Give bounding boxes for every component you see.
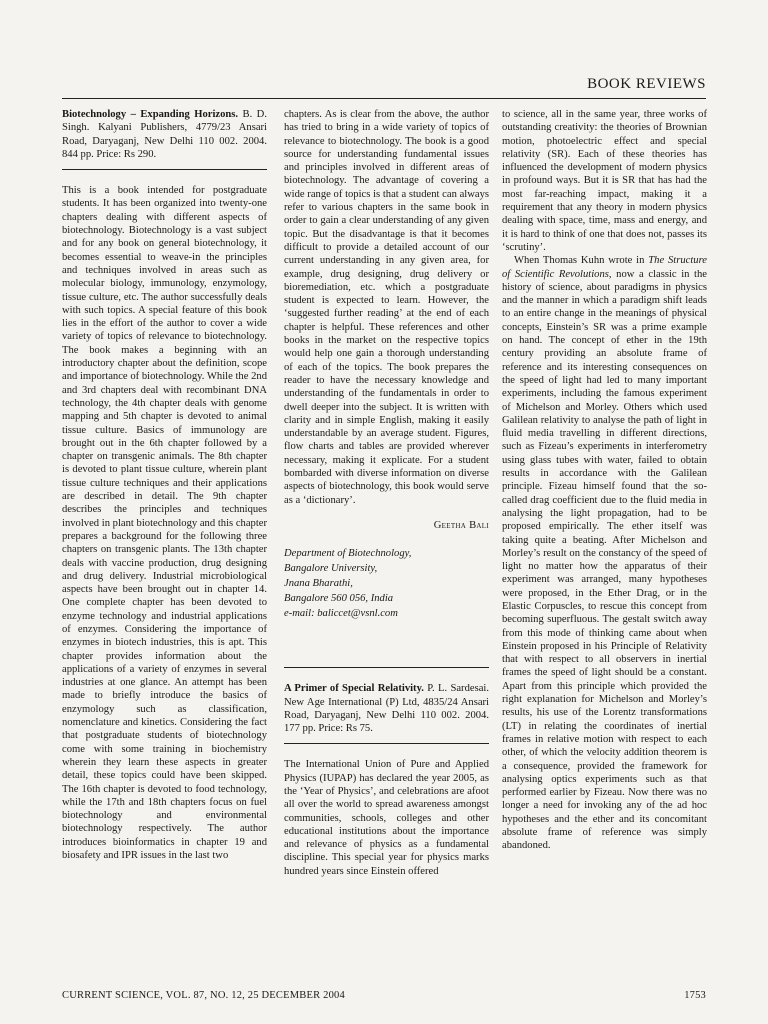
review-2-biblio: P. L. Sardesai. New Age International (P) Ltd, 4835/24 Ansari Road, Daryaganj, New Delhi 110 002. 2004. 177 pp. Price: Rs 75. <box>284 683 489 735</box>
review-1-heading <box>62 108 267 161</box>
column-1 <box>62 108 267 862</box>
header-rule <box>62 98 706 99</box>
column-3 <box>502 108 707 853</box>
p2-rest: , now a classic in the history of science, about paradigms in physics and the manner in which a paradigm shift leads to an entire change in the meanings of physical concepts, Einstein’s SR was a prime example on hand. The concept of ether in the 19th century providing an absolute frame of reference and its interesting consequences on the speed of light had led to many important experiments, including the famous experiment of Michelson and Morley. Others which used Galilean relativity to analyse the path of light in fluid media travelling in different directions, such as Fizeau’s experiments in interferometry using glass tubes with water, failed to obtain results in accordance with the Galilean principle. Fizeau himself found that the so-called drag coefficient due to the fluid media in analysing the light propagation, had to be proposed empirically. The ether itself was taking quite a beating. After Michelson and Morley’s result on the constancy of the speed of light no matter how the apparatus of their experiment was arranged, many hypotheses were proposed, in the Ether Drag, or in the Elastic Corpuscles, to rescue this concept from becoming superfluous. The gestalt switch away from this mode of thinking came about when Einstein proposed in his Principle of Relativity that with respect to all observers in inertial frames the speed of light should be a constant. Apart from this principle which provided the right explanation for Michelson and Morley’s results, his use of the Lorentz transformations (LT) in relating the coordinates of inertial frames in relative motion with respect to each other, of which the velocity addition theorem is a consequence, provided the framework for analysing optics experiments such as that performed earlier by Fizeau. Now there was no longer a need for invoking any of the ad hoc hypotheses and the ether and its concomitant absolute frame of reference was simply abandoned. <box>502 268 707 852</box>
review-1-body-col2: chapters. As is clear from the above, the author has tried to bring in a wide variety of topics of relevance to biotechnology. The book is a good source for understanding fundamental issues and principles involved in different areas of biotechnology. The advantage of covering a wide range of topics is that a student can always refer to various chapters in the same book in order to gain a clear understanding of any given topic. But the disadvantage is that it becomes difficult to provide a detailed account of our current understanding in any given area, for example, drug designing, drug delivery or bioremediation, etc. which a postgraduate student is expected to learn. However, the ‘suggested further reading’ at the end of each chapter is helpful. These references and other books in the market on the respective topics would help one gain a thorough understanding of each of the topics. The book prepares the reader to have the necessary knowledge and understanding of the fundamentals in order to dwell deeper into the subject. It is written with clarity and in simple English, making it easily understandable by an average student. Figures, flow charts and tables are provided wherever necessary, making it explicate. For a student bombarded with diverse information on diverse aspects of biotechnology, this book would serve as a ‘dictionary’. <box>284 109 489 506</box>
review-2-top-rule <box>284 667 489 668</box>
review-2-heading <box>284 682 489 735</box>
affil-univ: Bangalore University, <box>284 563 378 575</box>
review-1-rule <box>62 169 267 170</box>
journal-citation: CURRENT SCIENCE, VOL. 87, NO. 12, 25 DECEMBER 2004 <box>62 990 345 1001</box>
review-2-body-col3-p2 <box>502 254 707 852</box>
section-header: BOOK REVIEWS <box>587 76 706 92</box>
affil-email: e-mail: baliccet@vsnl.com <box>284 608 398 620</box>
affil-dept: Department of Biotechnology, <box>284 548 412 560</box>
reviewer-affiliation <box>284 546 489 621</box>
review-2-body-col2: The International Union of Pure and Applied Physics (IUPAP) has declared the year 2005, as the ‘Year of Physics’, and celebrations are afoot all over the world to spread awareness amongst communities, schools, colleges and other educational institutions about the importance and relevance of physics as a fundamental discipline. This special year for physics marks hundred years since Einstein offered <box>284 759 489 877</box>
affil-city: Bangalore 560 056, India <box>284 593 394 605</box>
reviewer-name: Geetha Bali <box>433 519 489 531</box>
book-title-structure: The Structure of Scientific Revolutions <box>502 255 707 280</box>
page-footer <box>62 990 706 1001</box>
review-2-title: A Primer of Special Relativity. <box>284 683 424 695</box>
p2-lead: When Thomas Kuhn wrote in <box>514 255 649 267</box>
review-2-body-col3-p1: to science, all in the same year, three works of outstanding creativity: the theories of Brownian motion, photoelectric effect and special relativity (SR). Each of these theories has influenced the development of modern physics in profound ways. But it is SR that has had the most far-reaching impact, making it a requirement that any theory in modern physics dealing with space, time, mass and energy, and it is hard to think of one that does not, passes its ‘scrutiny’. <box>502 109 707 253</box>
review-1-biblio: B. D. Singh. Kalyani Publishers, 4779/23 Ansari Road, Daryaganj, New Delhi 110 002. 2004. 844 pp. Price: Rs 290. <box>62 109 267 160</box>
affil-campus: Jnana Bharathi, <box>284 578 353 590</box>
column-2 <box>284 108 489 878</box>
review-1-title: Biotechnology – Expanding Horizons. <box>62 109 239 120</box>
page-number: 1753 <box>684 990 706 1001</box>
review-1-body-col1: This is a book intended for postgraduate students. It has been organized into twenty-one chapters dealing with different aspects of biotechnology. Biotechnology is a vast subject and for any book on general biotechnology, it becomes essential to weave-in the principles and techniques involved in areas such as molecular biology, immunology, enzymology, tissue culture, etc. The author successfully deals with such topics. A special feature of this book lies in the effort of the author to cover a wide variety of topics of relevance to biotechnology. The book makes a beginning with an introductory chapter about the definition, scope and importance of biotechnology. While the 2nd and 3rd chapters deal with recombinant DNA technology, the 4th chapter deals with genome mapping and 5th chapter is devoted to animal tissue culture. Basics of immunology are brought out in the 6th chapter followed by a chapter on transgenic animals. The 8th chapter is devoted to plant tissue culture, wherein plant tissue culture techniques and their applications are described in detail. The 9th chapter describes the principles and techniques involved in plant biotechnology and this chapter prepares a background for the following three chapters on transgenic plants. The 13th chapter deals with vaccine production, drug designing and drug delivery. Industrial microbiological aspects have been brought out in chapter 14. One complete chapter has been devoted to enzyme technology and industrial applications of enzymes. Considering the importance of enzymes in biotech industries, this is apt. This chapter provides information about the applications of a variety of enzymes in several industries at one glance. An attempt has been made to briefly introduce the basics of enzymology such as classification, nomenclature and kinetics. Considering the fact that postgraduate students of biotechnology come with some training in biochemistry wherein they learn these aspects in greater detail, these topics could have been skipped. The 16th chapter is devoted to food technology, while the 17th and 18th chapters focus on fuel biotechnology and environmental biotechnology respectively. The author introduces bioinformatics in chapter 19 and biosafety and IPR issues in the last two <box>62 185 267 862</box>
review-2-rule <box>284 743 489 744</box>
